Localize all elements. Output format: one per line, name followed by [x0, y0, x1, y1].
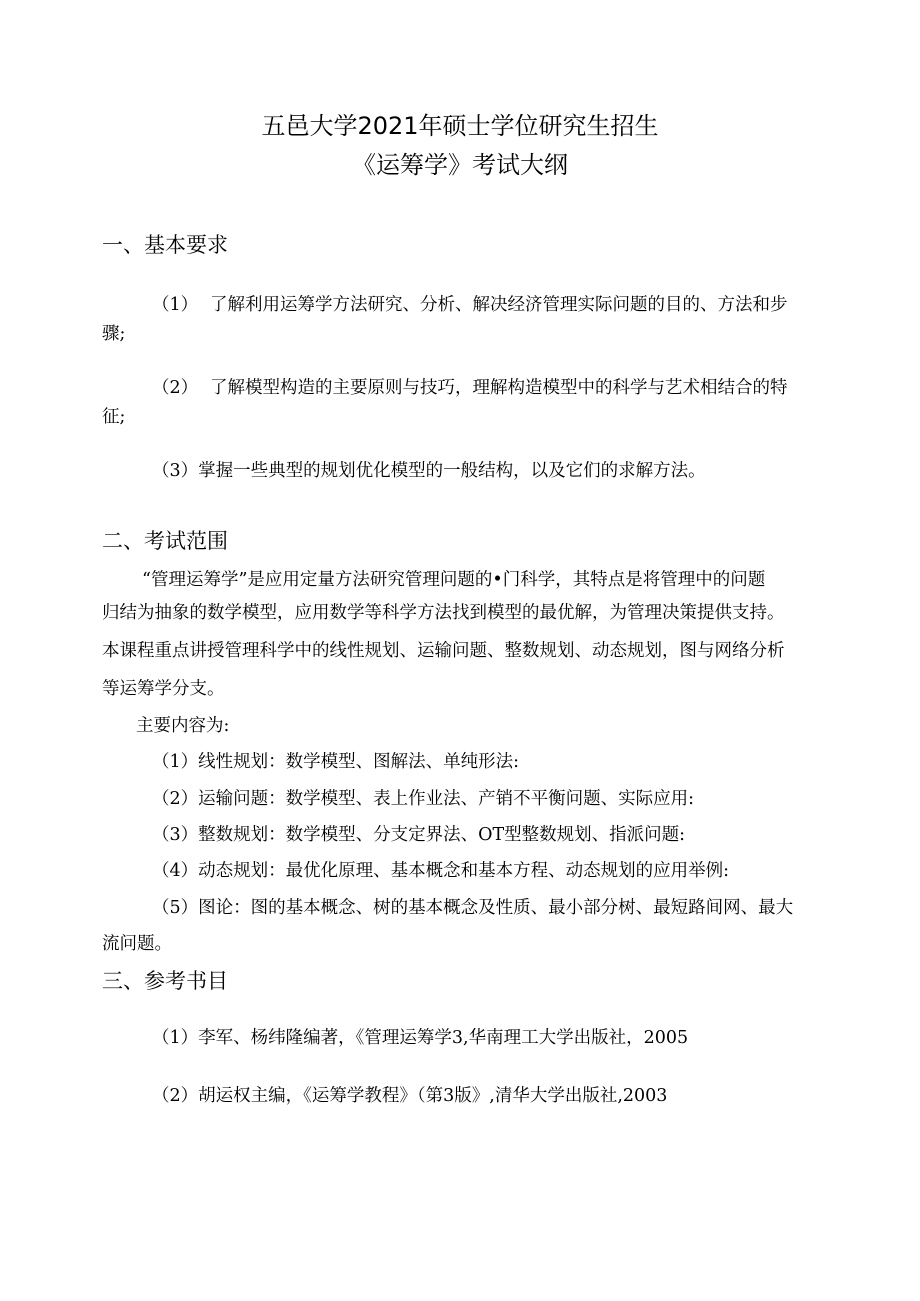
- section2-item3: （3）整数规划：数学模型、分支定界法、OT型整数规划、指派问题:: [152, 825, 686, 845]
- section1-item2-continuation: 征;: [102, 407, 126, 427]
- section2-paragraph-line3: 本课程重点讲授管理科学中的线性规划、运输问题、整数规划、动态规划，图与网络分析: [102, 641, 785, 661]
- section2-paragraph-line4: 等运筹学分支。: [102, 679, 225, 699]
- section1-item1-text: 了解利用运筹学方法研究、分析、解决经济管理实际问题的目的、方法和步: [210, 295, 788, 315]
- document-title-line2: 《运筹学》考试大纲: [352, 151, 568, 179]
- section1-item2-number: （2）: [152, 378, 199, 398]
- section2-item5-continuation: 流问题。: [102, 934, 172, 954]
- section2-paragraph-line1: “管理运筹学”是应用定量方法研究管理问题的•门科学，其特点是将管理中的问题: [142, 570, 766, 590]
- section2-heading: 二、考试范围: [102, 529, 228, 553]
- section2-paragraph-line2: 归结为抽象的数学模型，应用数学等科学方法找到模型的最优解，为管理决策提供支持。: [102, 603, 785, 623]
- section1-item3: （3）掌握一些典型的规划优化模型的一般结构，以及它们的求解方法。: [152, 461, 706, 481]
- section2-main-content-label: 主要内容为:: [136, 716, 230, 736]
- section1-item1-number: （1）: [152, 295, 199, 315]
- section1-item1: [152, 292, 788, 318]
- reference-item1: （1）李军、杨纬隆编著，《管理运筹学3,华南理工大学出版社，2005: [152, 1028, 689, 1048]
- section2-item2: （2）运输问题：数学模型、表上作业法、产销不平衡问题、实际应用:: [152, 789, 695, 809]
- section2-item1: （1）线性规划：数学模型、图解法、单纯形法:: [152, 752, 520, 772]
- section2-item5: （5）图论：图的基本概念、树的基本概念及性质、最小部分树、最短路间网、最大: [152, 898, 794, 918]
- reference-item2: （2）胡运权主编，《运筹学教程》（第3版》,清华大学出版社,2003: [152, 1086, 668, 1106]
- section1-item1-continuation: 骤;: [102, 324, 126, 344]
- section1-heading: 一、基本要求: [102, 233, 228, 257]
- document-title-line1: 五邑大学2021年硕士学位研究生招生: [261, 112, 659, 140]
- section1-item2: [152, 375, 788, 401]
- section1-item2-text: 了解模型构造的主要原则与技巧，理解构造模型中的科学与艺术相结合的特: [210, 378, 788, 398]
- section2-item4: （4）动态规划：最优化原理、基本概念和基本方程、动态规划的应用举例:: [152, 861, 730, 881]
- section3-heading: 三、参考书目: [102, 969, 228, 993]
